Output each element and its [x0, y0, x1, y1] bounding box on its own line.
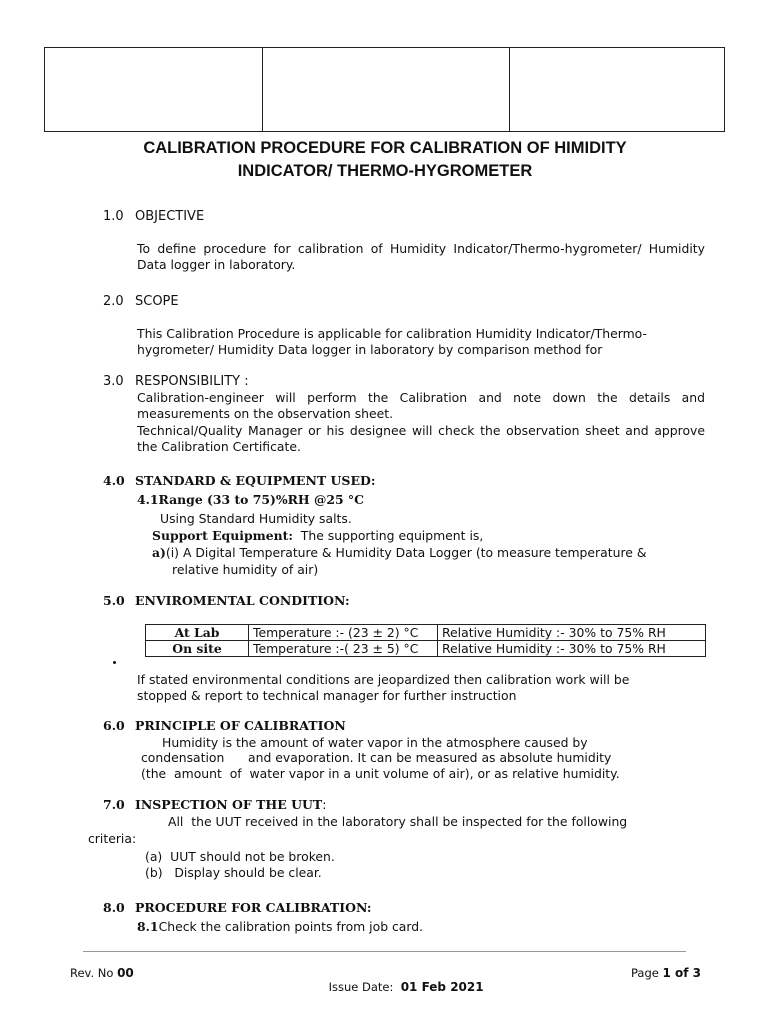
- section-number: 2.0: [103, 294, 124, 309]
- support-label: Support Equipment:: [152, 528, 293, 543]
- item-text: (i) A Digital Temperature & Humidity Data Logger (to measure temperature &: [165, 545, 647, 560]
- section-7-heading: [103, 797, 326, 813]
- title-line-2: INDICATOR/ THERMO-HYGROMETER: [237, 162, 533, 180]
- bullet-dot-icon: [113, 661, 116, 664]
- revision-value: 00: [117, 966, 134, 980]
- table-cell-label: On site: [146, 641, 249, 657]
- header-cell-middle: [263, 48, 510, 132]
- inspection-item-b: (b) Display should be clear.: [145, 865, 322, 880]
- table-cell-label: At Lab: [146, 625, 249, 641]
- header-box-table: [44, 47, 725, 132]
- support-equipment-line: [152, 528, 483, 544]
- page-label: Page: [631, 966, 663, 980]
- title-line-1: CALIBRATION PROCEDURE FOR CALIBRATION OF HIMIDITY: [143, 139, 627, 157]
- section-title: INSPECTION OF THE UUT: [135, 797, 323, 812]
- responsibility-para-2: Technical/Quality Manager or his designee will check the observation sheet and approve the Calibration Certificate.: [137, 423, 705, 455]
- footer-issue-date: [314, 966, 484, 1008]
- footer-revision: [70, 966, 134, 980]
- section-number: 7.0: [103, 797, 125, 812]
- header-cell-left: [45, 48, 263, 132]
- step-number: 8.1: [137, 919, 159, 934]
- environment-line-2: stopped & report to technical manager for further instruction: [137, 688, 517, 703]
- item-a-line-2: relative humidity of air): [172, 562, 319, 577]
- section-number: 3.0: [103, 374, 124, 389]
- procedure-step-8-1: [137, 919, 423, 935]
- principle-line-2: condensation and evaporation. It can be measured as absolute humidity: [141, 750, 612, 765]
- header-cell-right: [510, 48, 725, 132]
- section-colon: :: [322, 797, 327, 812]
- item-a-line-1: [152, 545, 647, 561]
- objective-text: To define procedure for calibration of Humidity Indicator/Thermo-hygrometer/ Humidity Data logger in laboratory.: [137, 241, 705, 273]
- section-title: ENVIROMENTAL CONDITION:: [135, 593, 350, 608]
- document-title: [60, 137, 710, 183]
- section-5-heading: [103, 593, 350, 609]
- footer-page-number: [631, 966, 701, 980]
- section-8-heading: [103, 900, 372, 916]
- section-title: OBJECTIVE: [135, 209, 205, 224]
- scope-line-1: This Calibration Procedure is applicable for calibration Humidity Indicator/Thermo-: [137, 326, 647, 341]
- inspection-item-a: (a) UUT should not be broken.: [145, 849, 335, 864]
- section-title: PROCEDURE FOR CALIBRATION:: [135, 900, 372, 915]
- principle-line-3: (the amount of water vapor in a unit volume of air), or as relative humidity.: [141, 766, 620, 781]
- inspection-line-2: criteria:: [88, 831, 137, 846]
- support-text: The supporting equipment is,: [300, 528, 484, 543]
- scope-line-2: hygrometer/ Humidity Data logger in laboratory by comparison method for: [137, 342, 603, 357]
- table-row: [146, 641, 706, 657]
- issue-date-value: 01 Feb 2021: [400, 980, 484, 994]
- environment-line-1: If stated environmental conditions are jeopardized then calibration work will be: [137, 672, 630, 687]
- principle-line-1: Humidity is the amount of water vapor in the atmosphere caused by: [162, 735, 588, 750]
- section-title: RESPONSIBILITY :: [135, 374, 249, 389]
- section-title: SCOPE: [135, 294, 179, 309]
- section-1-heading: [103, 209, 204, 225]
- section-4-heading: [103, 473, 375, 489]
- table-row: [146, 625, 706, 641]
- section-number: 6.0: [103, 718, 125, 733]
- range-line: 4.1Range (33 to 75)%RH @25 °C: [137, 492, 364, 507]
- page-value: 1 of 3: [662, 966, 702, 980]
- inspection-line-1: All the UUT received in the laboratory shall be inspected for the following: [168, 814, 628, 829]
- section-number: 8.0: [103, 900, 125, 915]
- table-cell-temperature: Temperature :-( 23 ± 5) °C: [249, 641, 438, 657]
- section-number: 4.0: [103, 473, 125, 488]
- item-label: a): [152, 545, 166, 560]
- issue-date-label: Issue Date:: [328, 980, 401, 994]
- section-3-heading: [103, 374, 249, 390]
- section-number: 5.0: [103, 593, 125, 608]
- section-title: STANDARD & EQUIPMENT USED:: [135, 473, 376, 488]
- section-title: PRINCIPLE OF CALIBRATION: [135, 718, 346, 733]
- responsibility-para-1: Calibration-engineer will perform the Calibration and note down the details and measurements on the observation sheet.: [137, 390, 705, 422]
- revision-label: Rev. No: [70, 966, 118, 980]
- environment-table: [145, 624, 706, 657]
- table-cell-temperature: Temperature :- (23 ± 2) °C: [249, 625, 438, 641]
- section-number: 1.0: [103, 209, 124, 224]
- salts-line: Using Standard Humidity salts.: [160, 511, 352, 526]
- footer-divider: [83, 951, 686, 952]
- section-6-heading: [103, 718, 346, 734]
- table-cell-humidity: Relative Humidity :- 30% to 75% RH: [438, 625, 706, 641]
- step-text: Check the calibration points from job card.: [158, 919, 424, 934]
- section-2-heading: [103, 294, 179, 310]
- table-cell-humidity: Relative Humidity :- 30% to 75% RH: [438, 641, 706, 657]
